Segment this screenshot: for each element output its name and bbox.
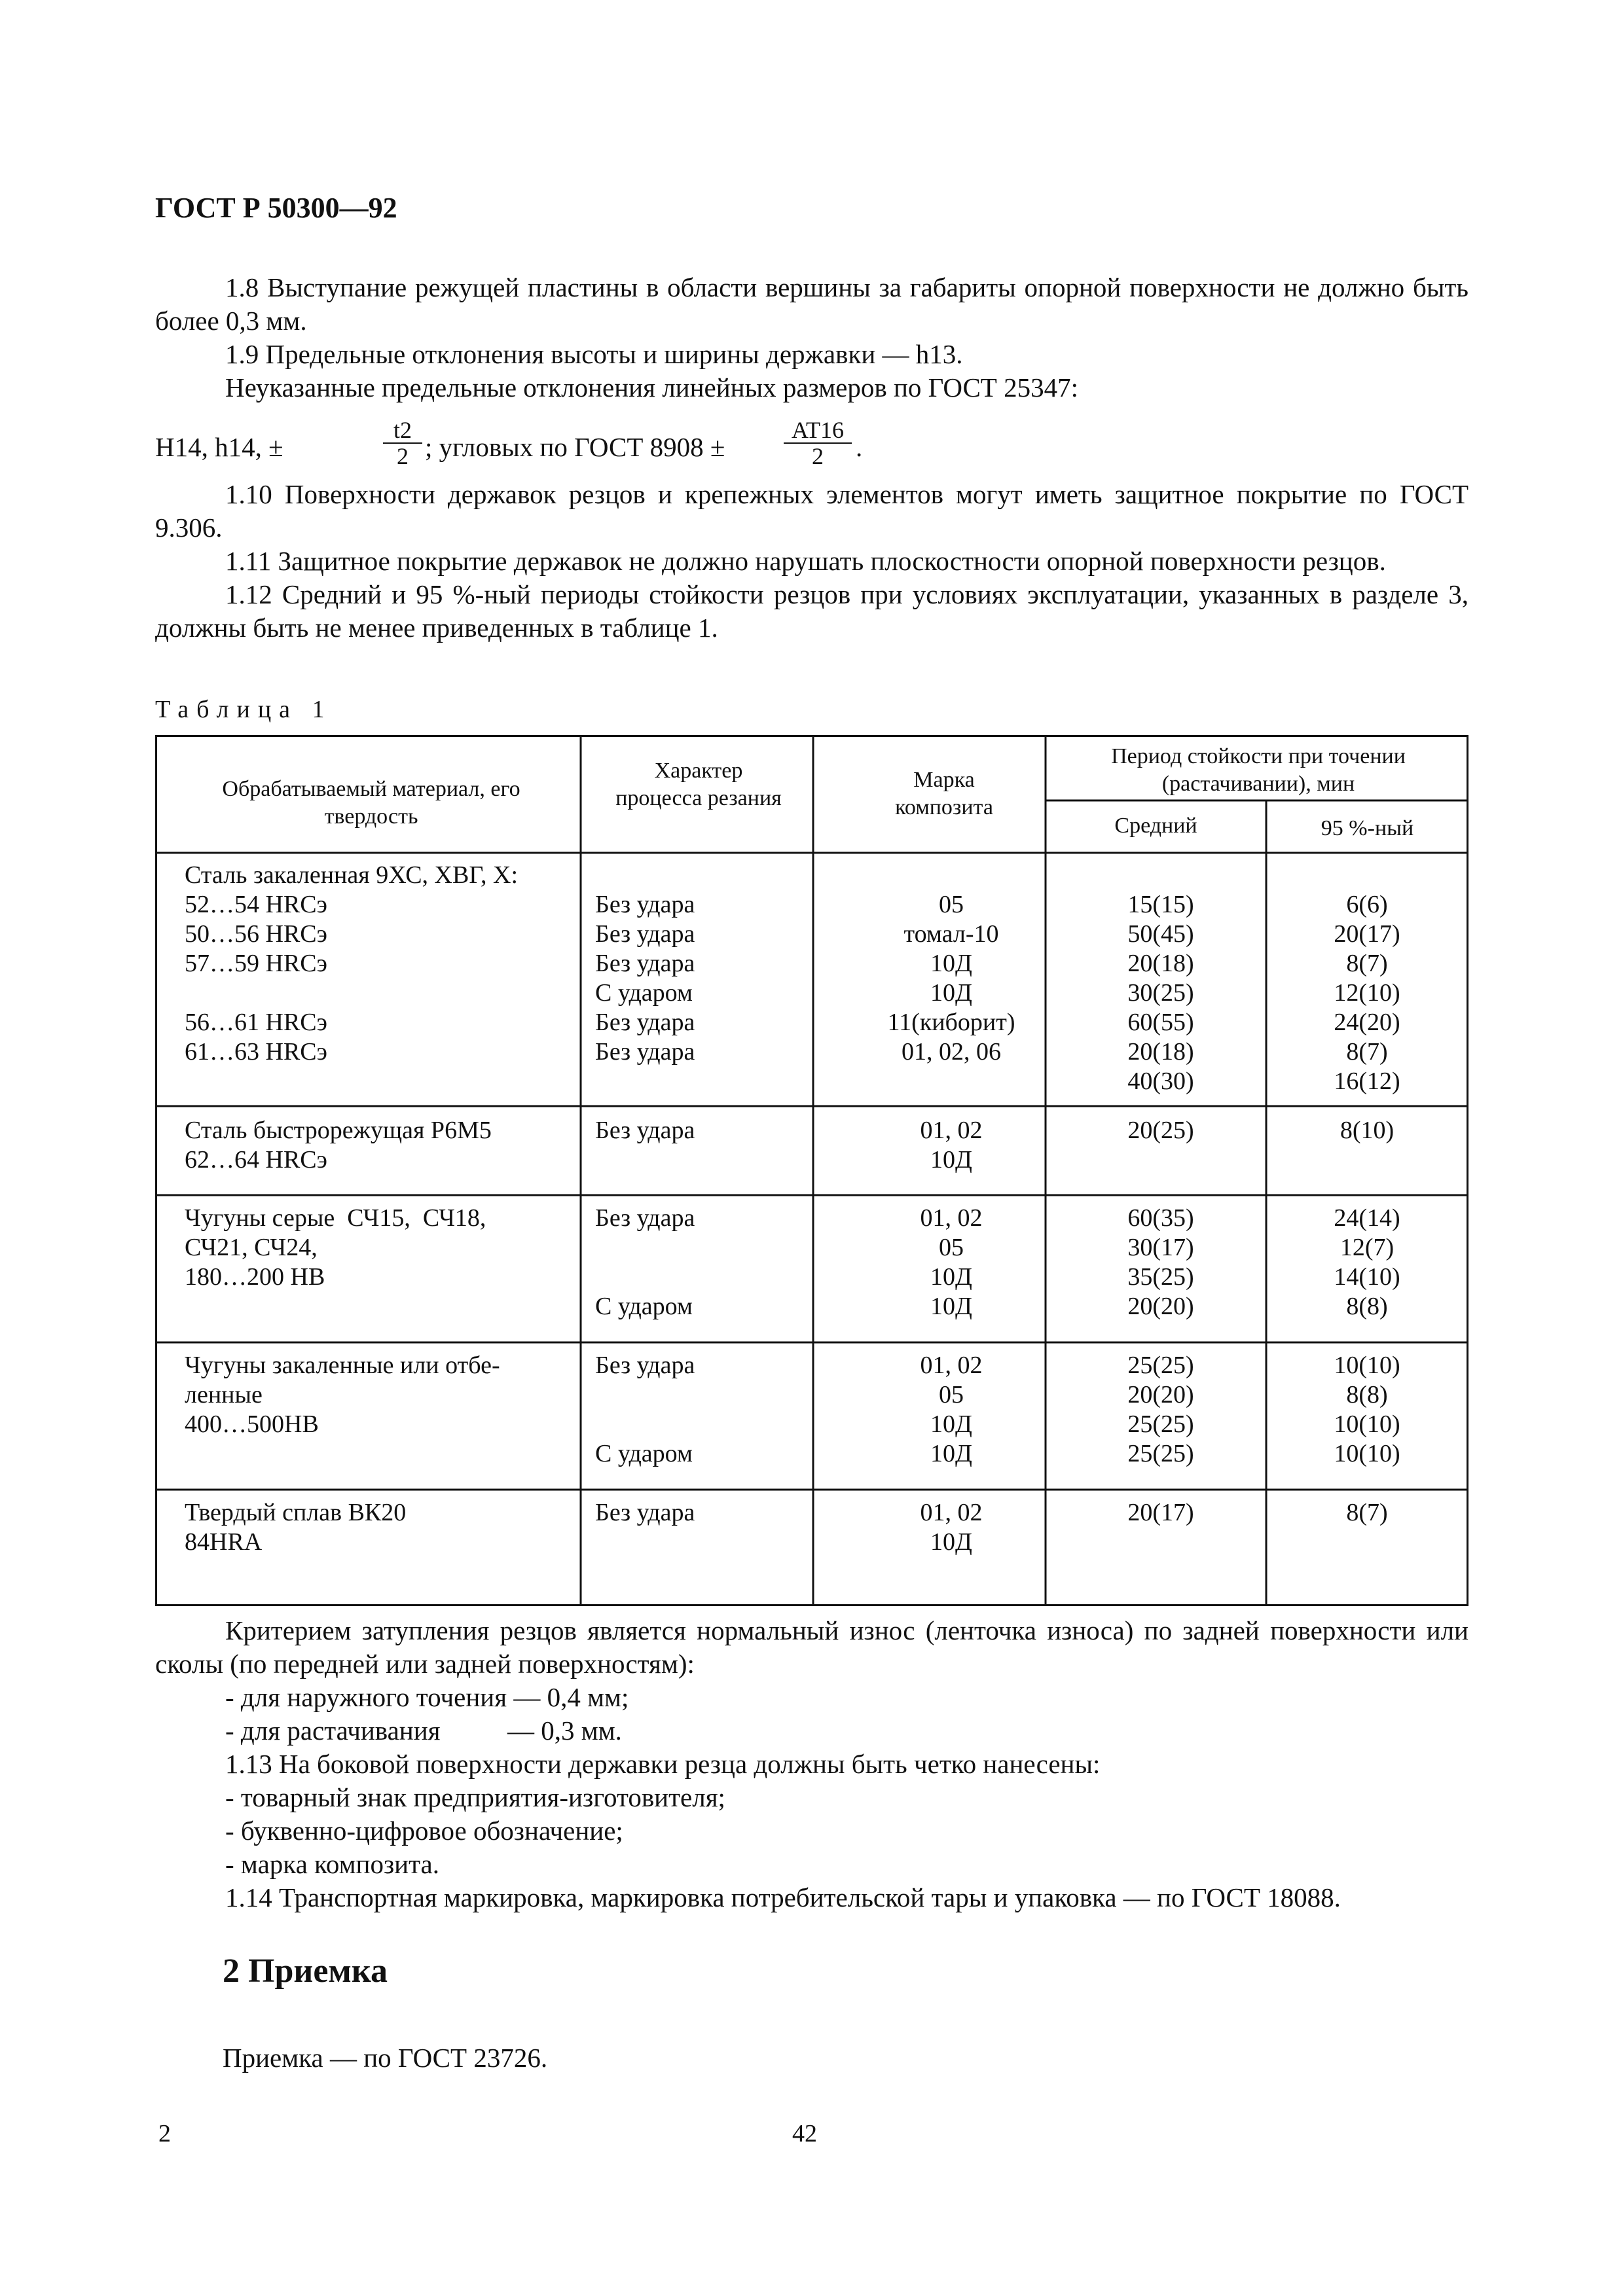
row3-material: Чугуны серые СЧ15, СЧ18, СЧ21, СЧ24, 180…200 НВ (185, 1204, 486, 1291)
top-paragraphs (155, 271, 1468, 645)
row1-95: 6(6) 20(17) 8(7) 12(10) 24(20) 8(7) 16(12) (1334, 891, 1400, 1095)
header-average: Средний (1114, 814, 1197, 838)
row3-95: 24(14) 12(7) 14(10) 8(8) (1334, 1204, 1400, 1320)
row2-process: Без удара (595, 1117, 695, 1144)
table-1 (155, 735, 1468, 1606)
row4-average: 25(25) 20(20) 25(25) 25(25) (1127, 1352, 1194, 1467)
row1-grade: 05 томал-10 10Д 10Д 11(киборит) 01, 02, 06 (887, 891, 1015, 1066)
row4-material: Чугуны закаленные или отбе- ленные 400…500НВ (185, 1352, 500, 1438)
header-process: Характер процесса резания (615, 759, 782, 810)
row5-grade: 01, 02 10Д (920, 1499, 983, 1556)
list-item-outer-turning: - для наружного точения — 0,4 мм; (225, 1682, 629, 1712)
page-number-center: 42 (792, 2120, 817, 2147)
list-item-boring: - для растачивания — 0,3 мм. (225, 1715, 622, 1746)
row2-95: 8(10) (1340, 1117, 1395, 1144)
row1-material: Сталь закаленная 9ХС, ХВГ, Х: 52…54 HRCэ 50…56 HRCэ 57…59 HRCэ 56…61 HRCэ 61…63 HRCэ (185, 861, 519, 1066)
page-number-left: 2 (158, 2120, 171, 2147)
paragraph-1-13: 1.13 На боковой поверхности державки резца должны быть четко нанесены: (225, 1749, 1101, 1779)
acceptance-text: Приемка — по ГОСТ 23726. (223, 2043, 548, 2073)
list-item-grade: - марка композита. (225, 1849, 439, 1879)
tolerance-formula (155, 404, 1468, 478)
paragraph-1-8: 1.8 Выступание режущей пластины в области вершины за габариты опорной поверхности не должно быть более 0,3 мм. (155, 272, 1468, 336)
row3-grade: 01, 02 05 10Д 10Д (920, 1204, 983, 1320)
formula-prefix: Н14, h14, ± (155, 432, 283, 462)
table-caption: Таблица 1 (155, 696, 333, 723)
row2-material: Сталь быстрорежущая Р6М5 62…64 HRCэ (185, 1117, 492, 1174)
row5-average: 20(17) (1127, 1499, 1194, 1526)
fraction-at16-denominator: 2 (812, 443, 824, 469)
row1-process: Без удара Без удара Без удара С ударом Без удара Без удара (595, 891, 695, 1066)
header-material: Обрабатываемый материал, его твердость (222, 777, 520, 829)
fraction-t2-denominator: 2 (397, 443, 409, 469)
row3-process: Без удара С ударом (595, 1204, 695, 1320)
row5-process: Без удара (595, 1499, 695, 1526)
row2-average: 20(25) (1127, 1117, 1194, 1144)
paragraph-1-12: 1.12 Средний и 95 %-ный периоды стойкости резцов при условиях эксплуатации, указанных в разделе 3, должны быть не менее приведенных в таблице 1. (155, 579, 1468, 643)
row5-95: 8(7) (1346, 1499, 1388, 1526)
paragraph-1-14: 1.14 Транспортная маркировка, маркировка потребительской тары и упаковка — по ГОСТ 18088. (225, 1882, 1341, 1912)
row4-grade: 01, 02 05 10Д 10Д (920, 1352, 983, 1467)
row3-average: 60(35) 30(17) 35(25) 20(20) (1127, 1204, 1194, 1320)
row1-average: 15(15) 50(45) 20(18) 30(25) 60(55) 20(18) 40(30) (1127, 891, 1194, 1095)
list-item-designation: - буквенно-цифровое обозначение; (225, 1816, 623, 1846)
header-period: Период стойкости при точении (растачивании), мин (1111, 744, 1406, 796)
fraction-at16 (784, 418, 852, 469)
row4-95: 10(10) 8(8) 10(10) 10(10) (1334, 1352, 1400, 1467)
section-title: 2 Приемка (223, 1952, 388, 1990)
row2-grade: 01, 02 10Д (920, 1117, 983, 1174)
paragraph-criterion: Критерием затупления резцов является нормальный износ (ленточка износа) по задней поверхности или сколы (по передней или задней поверхностям): (155, 1615, 1468, 1679)
header-grade: Марка композита (895, 768, 993, 819)
paragraph-tolerances: Неуказанные предельные отклонения линейных размеров по ГОСТ 25347: (225, 372, 1078, 403)
bottom-paragraphs (155, 1614, 1468, 1914)
row5-material: Твердый сплав ВК20 84HRA (185, 1499, 407, 1556)
formula-middle: ; угловых по ГОСТ 8908 ± (425, 432, 725, 462)
formula-suffix: . (856, 432, 863, 462)
paragraph-1-9: 1.9 Предельные отклонения высоты и ширины державки — h13. (225, 339, 963, 369)
paragraph-1-10: 1.10 Поверхности державок резцов и крепежных элементов могут иметь защитное покрытие по ГОСТ 9.306. (155, 479, 1468, 543)
header-95: 95 %-ный (1321, 816, 1414, 840)
fraction-t2-numerator: t2 (383, 418, 422, 444)
document-header: ГОСТ Р 50300—92 (155, 192, 397, 224)
list-item-trademark: - товарный знак предприятия-изготовителя; (225, 1782, 725, 1812)
paragraph-1-11: 1.11 Защитное покрытие державок не должно нарушать плоскостности опорной поверхности резцов. (225, 546, 1386, 576)
row4-process: Без удара С ударом (595, 1352, 695, 1467)
fraction-at16-numerator: AT16 (784, 418, 852, 444)
fraction-t2 (383, 418, 422, 469)
